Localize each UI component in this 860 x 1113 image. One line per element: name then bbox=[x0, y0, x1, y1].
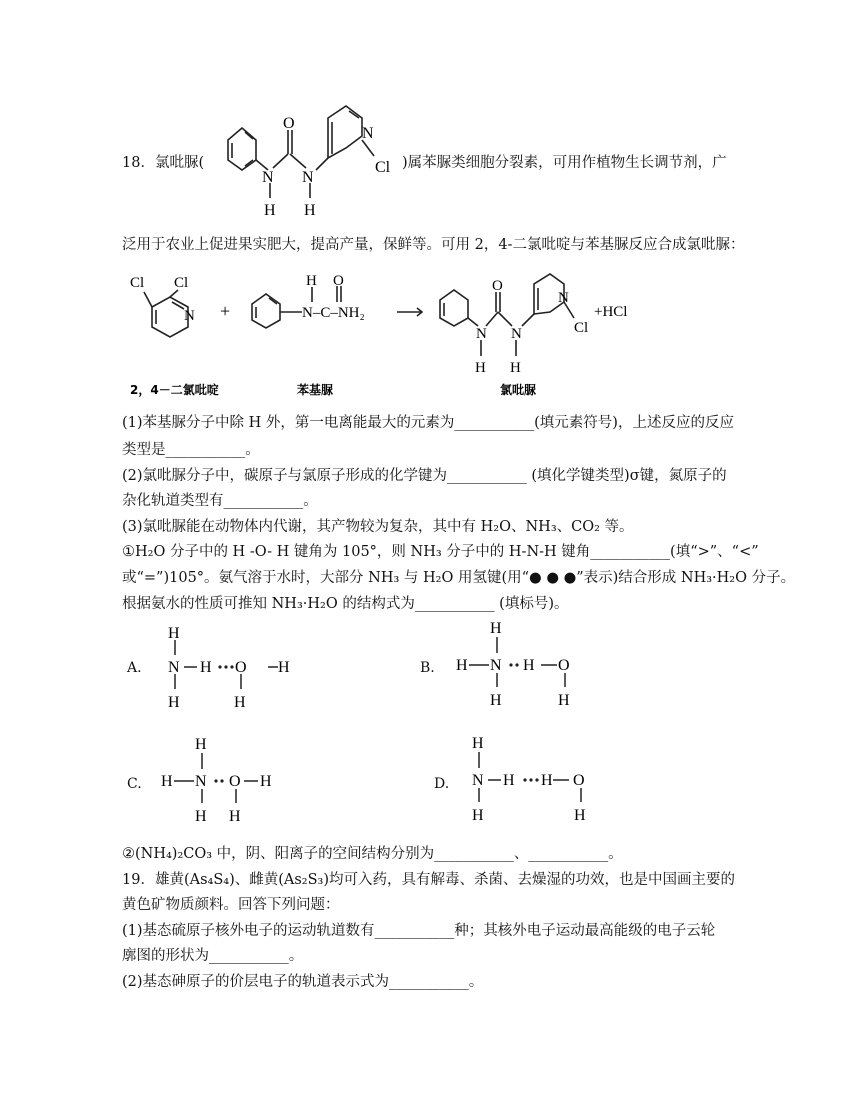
atom-n: N bbox=[184, 308, 195, 324]
reaction-scheme bbox=[122, 262, 742, 407]
q19-intro-b: 黄色矿物质颜料。回答下列问题： bbox=[122, 897, 340, 913]
svg-text:O: O bbox=[229, 773, 241, 790]
atom-h: H bbox=[510, 360, 521, 376]
svg-text:N: N bbox=[490, 657, 502, 674]
q18-p1a: (1)苯基脲分子中除 H 外，第一电离能最大的元素为___________(填元素符号)，上述反应的反应 bbox=[122, 415, 734, 431]
q18-p3-1a: ①H₂O 分子中的 H -O- H 键角为 105°，则 NH₃ 分子中的 H-N-H 键角___________(填“>”、“<” bbox=[122, 544, 759, 560]
svg-text:H: H bbox=[234, 694, 246, 711]
svg-text:H: H bbox=[195, 736, 207, 753]
atom-cl: Cl bbox=[174, 275, 189, 291]
svg-text:H: H bbox=[574, 807, 586, 824]
q18-intro-suffix: )属苯脲类细胞分裂素，可用作植物生长调节剂，广 bbox=[402, 155, 727, 171]
svg-text:N: N bbox=[472, 772, 484, 789]
svg-text:H: H bbox=[503, 772, 515, 789]
atom-cl: Cl bbox=[375, 159, 391, 176]
label-phenylurea: 苯基脲 bbox=[297, 383, 334, 397]
q18-p2a: (2)氯吡脲分子中，碳原子与氯原子形成的化学键为___________ (填化学键类型)σ键，氮原子的 bbox=[122, 468, 727, 484]
atom-n: N bbox=[262, 169, 274, 186]
q18-intro-prefix: 18．氯吡脲( bbox=[122, 155, 205, 171]
atom-o: O bbox=[492, 278, 503, 294]
option-c-label: C. bbox=[127, 776, 142, 792]
q18-p3-1c: 根据氨水的性质可推知 NH₃·H₂O 的结构式为___________ (填标号)。 bbox=[122, 596, 569, 612]
svg-text:H: H bbox=[229, 808, 241, 825]
q19-p2: (2)基态砷原子的价层电子的轨道表示式为___________。 bbox=[122, 974, 484, 990]
q18-line2: 泛用于农业上促进果实肥大，提高产量，保鲜等。可用 2，4-二氯吡啶与苯基脲反应合成氯吡脲： bbox=[122, 237, 745, 253]
q18-p3-2: ②(NH₄)₂CO₃ 中，阴、阳离子的空间结构分别为___________、___________。 bbox=[122, 846, 623, 862]
svg-text:H: H bbox=[558, 692, 570, 709]
svg-text:H: H bbox=[490, 620, 502, 637]
atom-cl: Cl bbox=[130, 275, 145, 291]
svg-text:N: N bbox=[168, 659, 180, 676]
q18-p3: (3)氯吡脲能在动物体内代谢，其产物较为复杂，其中有 H₂O、NH₃、CO₂ 等。 bbox=[122, 519, 634, 535]
svg-text:H: H bbox=[195, 808, 207, 825]
dichloropyridine-ring bbox=[152, 297, 188, 337]
option-b-label: B. bbox=[420, 660, 435, 676]
q18-p3-1b: 或“=”)105°。氨气溶于水时，大部分 NH₃ 与 H₂O 用氢键(用“● ● ●”表示)结合形成 NH₃·H₂O 分子。 bbox=[122, 570, 796, 586]
label-chlorfenuron: 氯吡脲 bbox=[500, 383, 537, 397]
atom-cl: Cl bbox=[574, 320, 589, 336]
svg-text:N: N bbox=[195, 773, 207, 790]
atom-h: H bbox=[264, 202, 276, 219]
label-dichloropyridine: 2，4－二氯吡啶 bbox=[130, 383, 219, 397]
q19-intro-a: 19．雄黄(As₄S₄)、雌黄(As₂S₃)均可入药，具有解毒、杀菌、去燥湿的功效，也是中国画主要的 bbox=[122, 872, 736, 888]
chlorfenuron-structure-inline bbox=[210, 98, 410, 223]
atom-h: H bbox=[475, 360, 486, 376]
atom-h: H bbox=[306, 273, 317, 289]
svg-text:H: H bbox=[260, 773, 272, 790]
atom-n: N bbox=[362, 125, 374, 142]
q19-p1a: (1)基态硫原子核外电子的运动轨道数有___________种；其核外电子运动最高能级的电子云轮 bbox=[122, 923, 716, 939]
svg-text:H: H bbox=[200, 659, 212, 676]
q18-p2b: 杂化轨道类型有___________。 bbox=[122, 493, 318, 509]
svg-text:O: O bbox=[558, 657, 570, 674]
q19-p1b: 廓图的形状为___________。 bbox=[122, 948, 304, 964]
option-a-structure bbox=[160, 622, 300, 722]
option-c-structure bbox=[158, 733, 298, 833]
svg-text:H: H bbox=[523, 657, 535, 674]
svg-text:H: H bbox=[456, 657, 468, 674]
svg-text:H: H bbox=[168, 625, 180, 642]
option-a-label: A. bbox=[127, 660, 142, 676]
atom-n: N bbox=[302, 169, 314, 186]
hcl-product: +HCl bbox=[594, 304, 628, 320]
svg-text:H: H bbox=[490, 692, 502, 709]
atom-h: H bbox=[304, 202, 316, 219]
plus-sign: + bbox=[220, 301, 231, 321]
svg-text:H: H bbox=[472, 807, 484, 824]
atom-o: O bbox=[283, 115, 295, 132]
atom-n: N bbox=[511, 326, 522, 342]
q18-p1b: 类型是___________。 bbox=[122, 442, 260, 458]
svg-text:H: H bbox=[472, 735, 484, 752]
atom-n: N bbox=[476, 326, 487, 342]
option-d-structure bbox=[465, 732, 605, 832]
atom-o: O bbox=[333, 273, 344, 289]
svg-text:H: H bbox=[278, 659, 290, 676]
svg-text:H: H bbox=[541, 772, 553, 789]
q18-intro-suffix-line bbox=[402, 153, 742, 173]
option-b-structure bbox=[453, 615, 593, 715]
svg-text:H: H bbox=[161, 773, 173, 790]
atom-n: N bbox=[558, 290, 569, 306]
svg-text:H: H bbox=[168, 694, 180, 711]
option-d-label: D. bbox=[434, 776, 450, 792]
urea-chain-text: N–C–NH₂ bbox=[302, 305, 365, 321]
svg-text:O: O bbox=[573, 772, 585, 789]
svg-text:O: O bbox=[235, 659, 247, 676]
